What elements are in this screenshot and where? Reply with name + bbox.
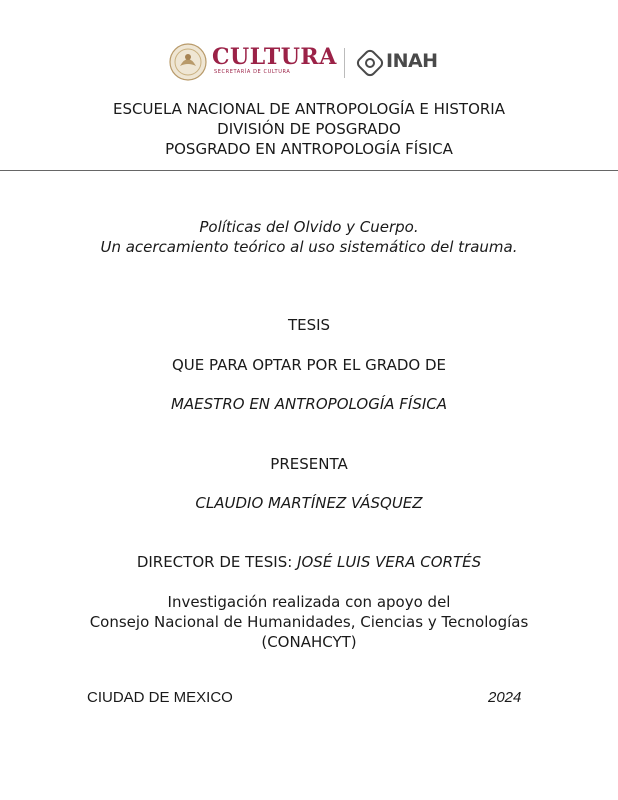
header-line-program: POSGRADO EN ANTROPOLOGÍA FÍSICA [165,140,453,158]
thesis-title [0,217,618,257]
inah-wordmark: INAH [386,50,438,72]
director-label: DIRECTOR DE TESIS: [136,553,293,571]
title-line-1: Políticas del Olvido y Cuerpo. [199,218,419,236]
secretaria-subtitle: SECRETARÍA DE CULTURA [214,69,291,75]
funding-line-2: Consejo Nacional de Humanidades, Ciencias y Tecnologías [89,613,529,631]
funding-statement [0,592,618,652]
author-name: CLAUDIO MARTÍNEZ VÁSQUEZ [195,494,423,512]
tesis-label: TESIS [287,316,331,334]
mexican-eagle-seal-icon [168,42,208,82]
year: 2024 [488,689,522,706]
degree-intro: QUE PARA OPTAR POR EL GRADO DE [171,356,447,374]
institution-logos [168,40,448,88]
title-line-2: Un acercamiento teórico al uso sistemático del trauma. [100,238,518,256]
header-line-school: ESCUELA NACIONAL DE ANTROPOLOGÍA E HISTORIA [113,100,505,118]
cultura-wordmark: CULTURA [212,44,337,70]
city: CIUDAD DE MEXICO [87,689,233,706]
presenta-label: PRESENTA [270,455,348,473]
funding-line-1: Investigación realizada con apoyo del [167,593,451,611]
header-line-division: DIVISIÓN DE POSGRADO [217,120,401,138]
director-name: JOSÉ LUIS VERA CORTÉS [297,553,482,571]
header-rule [0,170,618,171]
degree-name: MAESTRO EN ANTROPOLOGÍA FÍSICA [170,395,448,413]
institution-header [0,99,618,159]
thesis-director [0,553,618,571]
inah-emblem-icon [356,48,384,78]
funding-line-3: (CONAHCYT) [261,633,357,651]
logo-divider [344,48,345,78]
